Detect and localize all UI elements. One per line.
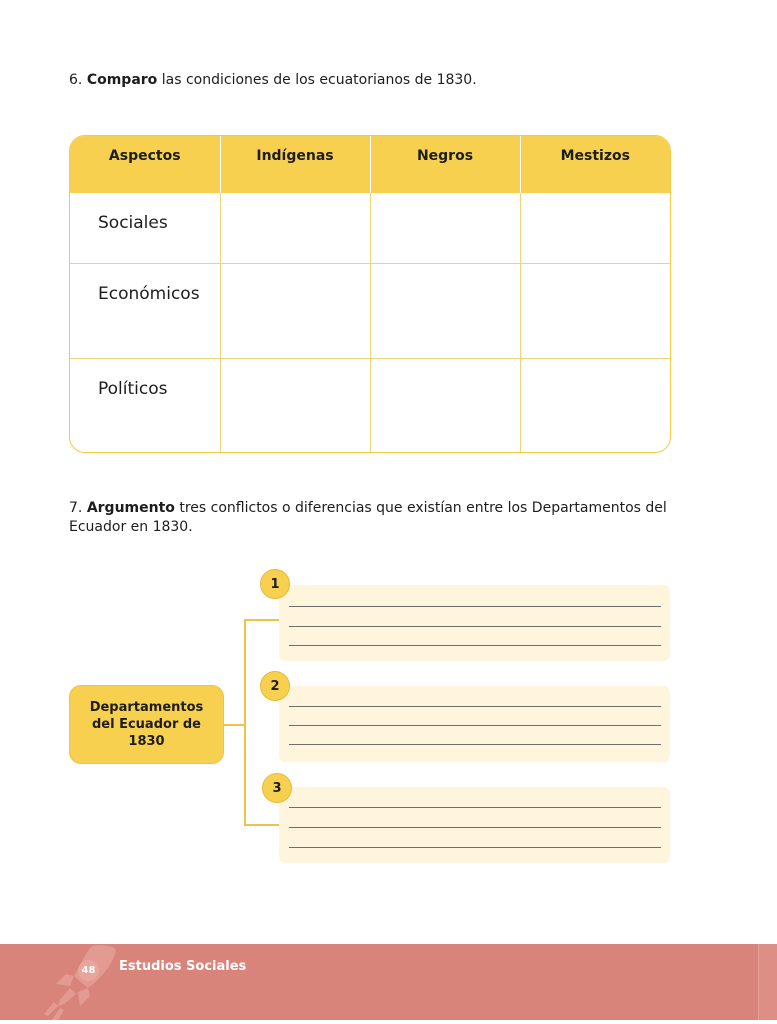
question-7 bbox=[69, 499, 689, 537]
branch-line bbox=[244, 619, 280, 621]
header-aspectos: Aspectos bbox=[70, 136, 220, 193]
rocket-icon bbox=[30, 944, 125, 1020]
subject-label: Estudios Sociales bbox=[119, 959, 247, 974]
answer-line[interactable] bbox=[289, 807, 661, 808]
question-7-text: tres conflictos o diferencias que existían entre los Departamentos del Ecuador en 1830. bbox=[69, 500, 667, 535]
answer-cell[interactable] bbox=[370, 193, 520, 263]
answer-box-2[interactable] bbox=[279, 686, 670, 762]
footer-edge bbox=[758, 944, 777, 1020]
answer-cell[interactable] bbox=[370, 358, 520, 453]
question-7-number: 7. bbox=[69, 500, 83, 516]
header-indigenas: Indígenas bbox=[220, 136, 370, 193]
answer-cell[interactable] bbox=[220, 358, 370, 453]
answer-cell[interactable] bbox=[520, 263, 670, 358]
table-row bbox=[70, 263, 670, 358]
branch-line bbox=[244, 824, 280, 826]
table-row bbox=[70, 193, 670, 263]
connector-line bbox=[224, 724, 245, 726]
row-label-economicos: Económicos bbox=[70, 263, 220, 358]
question-6-text: las condiciones de los ecuatorianos de 1830. bbox=[157, 72, 477, 88]
answer-line[interactable] bbox=[289, 606, 661, 607]
answer-line[interactable] bbox=[289, 744, 661, 745]
table-row bbox=[70, 358, 670, 453]
row-label-sociales: Sociales bbox=[98, 213, 168, 233]
departamentos-box bbox=[69, 685, 224, 764]
answer-cell[interactable] bbox=[520, 358, 670, 453]
question-6-verb: Comparo bbox=[86, 72, 158, 88]
header-mestizos: Mestizos bbox=[520, 136, 670, 193]
answer-line[interactable] bbox=[289, 626, 661, 627]
number-badge-2: 2 bbox=[260, 671, 290, 701]
page-number: 48 bbox=[78, 960, 99, 981]
table-header-row bbox=[70, 136, 670, 193]
answer-box-3[interactable] bbox=[279, 787, 670, 863]
row-label-politicos: Políticos bbox=[70, 358, 220, 453]
answer-cell[interactable] bbox=[220, 193, 370, 263]
comparison-table bbox=[69, 135, 671, 453]
number-badge-1: 1 bbox=[260, 569, 290, 599]
answer-cell[interactable] bbox=[520, 193, 670, 263]
answer-line[interactable] bbox=[289, 827, 661, 828]
bracket-line bbox=[244, 619, 246, 825]
departamentos-label: Departamentos del Ecuador de 1830 bbox=[89, 700, 204, 749]
answer-cell[interactable] bbox=[370, 263, 520, 358]
answer-line[interactable] bbox=[289, 645, 661, 646]
answer-line[interactable] bbox=[289, 847, 661, 848]
question-6-number: 6. bbox=[69, 72, 83, 88]
question-6 bbox=[69, 71, 709, 90]
question-7-verb: Argumento bbox=[86, 500, 175, 516]
answer-box-1[interactable] bbox=[279, 585, 670, 661]
answer-line[interactable] bbox=[289, 706, 661, 707]
answer-cell[interactable] bbox=[220, 263, 370, 358]
number-badge-3: 3 bbox=[262, 773, 292, 803]
header-negros: Negros bbox=[370, 136, 520, 193]
answer-line[interactable] bbox=[289, 725, 661, 726]
